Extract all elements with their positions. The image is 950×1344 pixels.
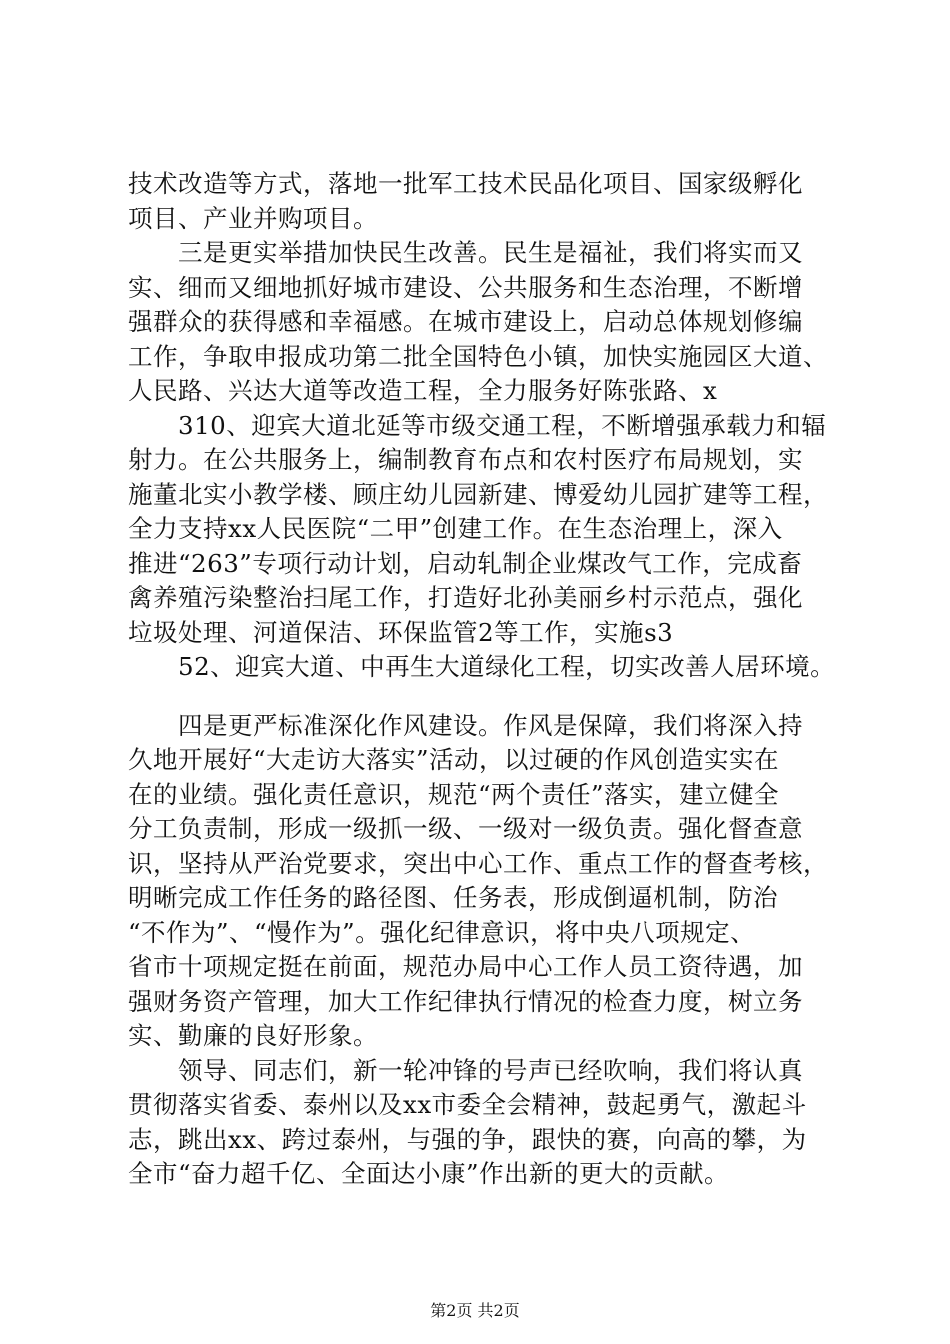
text-line: 在的业绩。强化责任意识，规范“两个责任”落实，建立健全: [128, 779, 780, 809]
text-line: 52、迎宾大道、中再生大道绿化工程，切实改善人居环境。: [178, 652, 836, 681]
paragraph-start-line: 三是更实举措加快民生改善。民生是福祉，我们将实而又: [178, 238, 803, 267]
page-number-footer: 第2页 共2页: [430, 1301, 520, 1320]
text-line: 识，坚持从严治党要求，突出中心工作、重点工作的督查考核，: [128, 848, 828, 878]
text-line: 全市“奋力超千亿、全面达小康”作出新的更大的贡献。: [128, 1159, 730, 1188]
text-line: 实、勤廉的良好形象。: [128, 1021, 378, 1050]
text-line: 强群众的获得感和幸福感。在城市建设上，启动总体规划修编: [128, 307, 803, 336]
paragraph-start-line: 领导、同志们，新一轮冲锋的号声已经吹响，我们将认真: [178, 1055, 803, 1085]
text-line: 射力。在公共服务上，编制教育布点和农村医疗布局规划，实: [128, 445, 803, 474]
text-line: 人民路、兴达大道等改造工程，全力服务好陈张路、x: [128, 376, 718, 405]
text-line: 项目、产业并购项目。: [128, 203, 378, 233]
text-line: 垃圾处理、河道保洁、环保监管2等工作，实施s3: [128, 617, 674, 647]
text-line: 分工负责制，形成一级抓一级、一级对一级负责。强化督查意: [128, 814, 803, 843]
text-line: 推进“263”专项行动计划，启动轧制企业煤改气工作，完成畜: [128, 548, 803, 578]
paragraph-start-line: 四是更严标准深化作风建设。作风是保障，我们将深入持: [178, 710, 803, 740]
text-line: 施董北实小教学楼、顾庄幼儿园新建、博爱幼儿园扩建等工程，: [128, 479, 828, 509]
text-line: 全力支持xx人民医院“二甲”创建工作。在生态治理上，深入: [128, 514, 783, 543]
text-line: 志，跳出xx、跨过泰州，与强的争，跟快的赛，向高的攀，为: [128, 1124, 807, 1154]
text-line: 久地开展好“大走访大落实”活动，以过硬的作风创造实实在: [128, 745, 780, 774]
text-line: 技术改造等方式，落地一批军工技术民品化项目、国家级孵化: [128, 169, 803, 198]
text-line: 310、迎宾大道北延等市级交通工程，不断增强承载力和辐: [178, 410, 827, 440]
body-text: [128, 167, 836, 1192]
text-line: “不作为”、“慢作为”。强化纪律意识，将中央八项规定、: [128, 917, 756, 947]
text-line: 工作，争取申报成功第二批全国特色小镇，加快实施园区大道、: [128, 341, 828, 371]
text-line: 强财务资产管理，加大工作纪律执行情况的检查力度，树立务: [128, 986, 803, 1016]
text-line: 实、细而又细地抓好城市建设、公共服务和生态治理，不断增: [128, 272, 803, 302]
text-line: 贯彻落实省委、泰州以及xx市委全会精神，鼓起勇气，激起斗: [128, 1090, 807, 1119]
text-line: 禽养殖污染整治扫尾工作，打造好北孙美丽乡村示范点，强化: [128, 583, 803, 612]
text-line: 明晰完成工作任务的路径图、任务表，形成倒逼机制，防治: [128, 883, 778, 912]
text-line: 省市十项规定挺在前面，规范办局中心工作人员工资待遇，加: [128, 952, 803, 981]
paragraph-gap: [128, 685, 828, 709]
